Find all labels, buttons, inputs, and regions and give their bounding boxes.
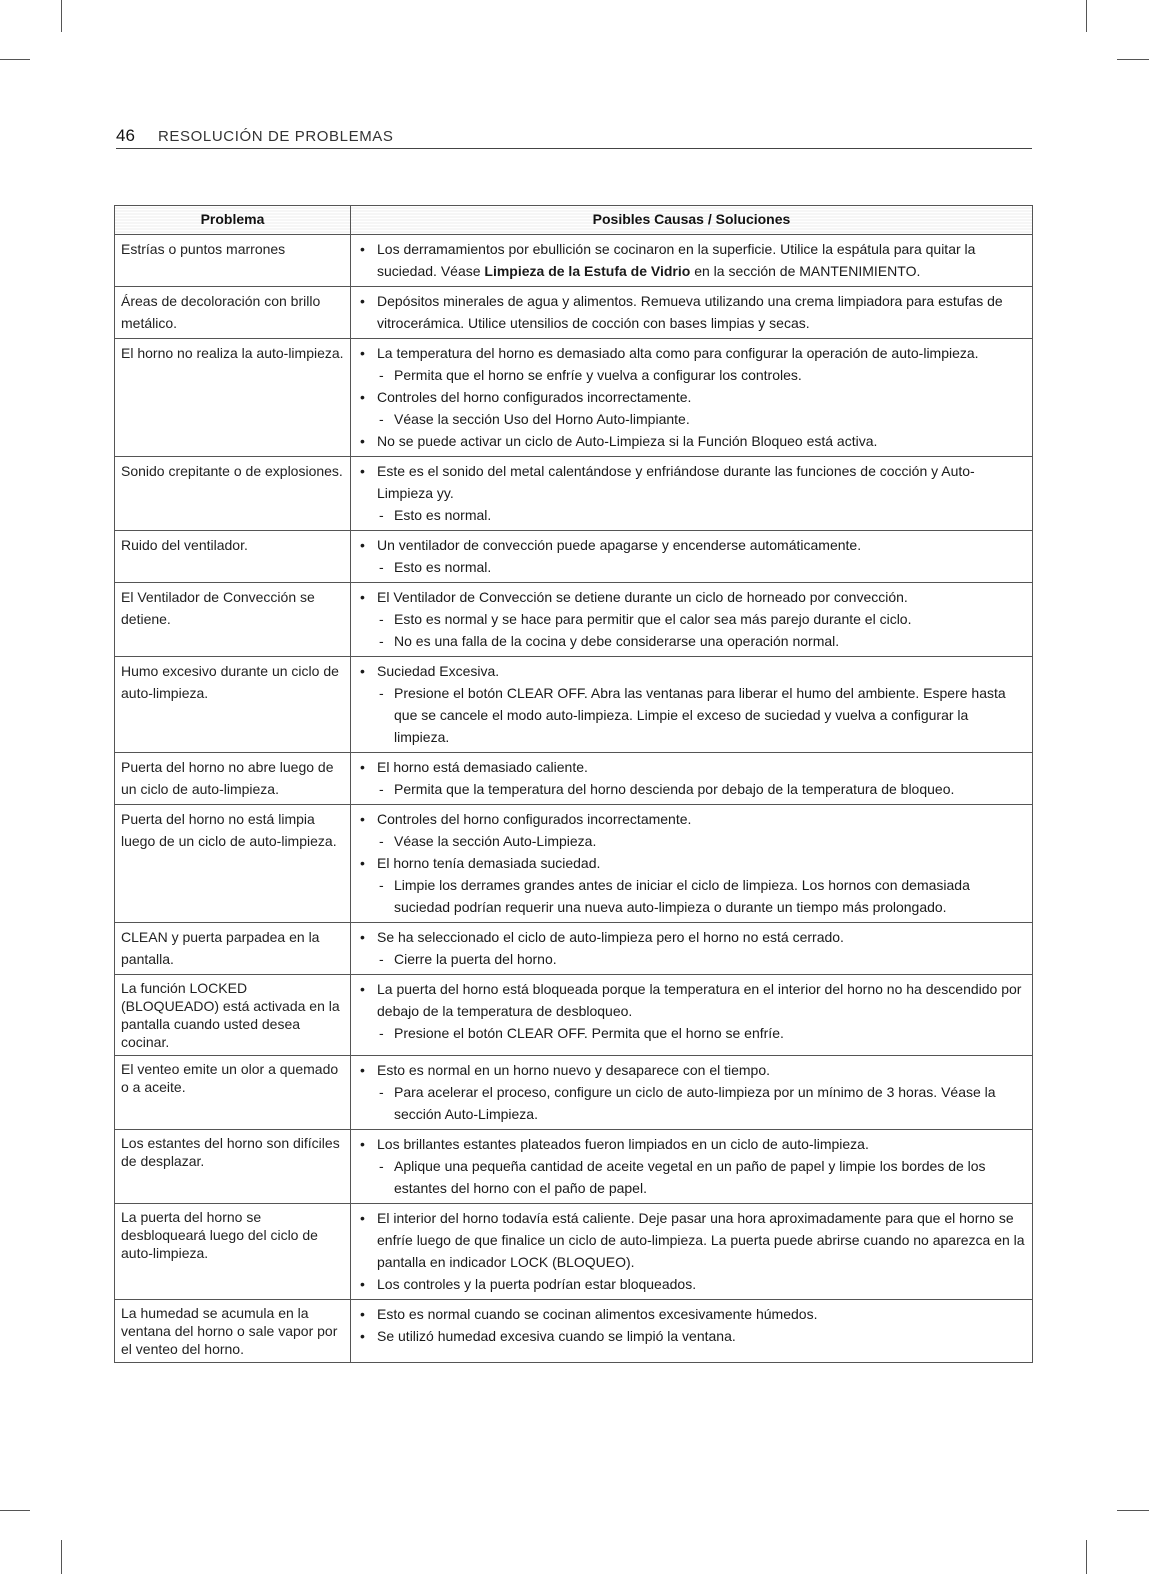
table-row [115, 1056, 1033, 1130]
solution-sub-item: - Permita que el horno se enfríe y vuelva a configurar los controles. [357, 364, 1026, 386]
solution-sub-item: - Véase la sección Auto-Limpieza. [357, 830, 1026, 852]
solution-bullet-item: • Depósitos minerales de agua y alimentos. Remueva utilizando una crema limpiadora para estufas de vitrocerámica. Utilice utensilios de cocción con bases limpias y secas. [357, 290, 1026, 334]
problem-cell: La humedad se acumula en la ventana del horno o sale vapor por el venteo del horno. [115, 1300, 351, 1363]
problem-cell: La función LOCKED (BLOQUEADO) está activada en la pantalla cuando usted desea cocinar. [115, 975, 351, 1056]
solutions-cell [351, 583, 1033, 657]
solution-bullet-item: • Suciedad Excesiva. [357, 660, 1026, 682]
table-row [115, 923, 1033, 975]
solutions-cell [351, 975, 1033, 1056]
solutions-cell [351, 1204, 1033, 1300]
problem-cell: Áreas de decoloración con brillo metálico. [115, 287, 351, 339]
solutions-list [357, 534, 1026, 578]
problem-cell: Humo excesivo durante un ciclo de auto-limpieza. [115, 657, 351, 753]
solutions-list [357, 238, 1026, 282]
table-row [115, 657, 1033, 753]
solutions-list [357, 1207, 1026, 1295]
solutions-cell [351, 923, 1033, 975]
solution-bullet-item: • Controles del horno configurados incorrectamente. [357, 386, 1026, 408]
solution-bullet-item: • Se utilizó humedad excesiva cuando se limpió la ventana. [357, 1325, 1026, 1347]
solutions-list [357, 756, 1026, 800]
solutions-list [357, 660, 1026, 748]
solutions-cell [351, 1056, 1033, 1130]
page-header [116, 126, 1032, 149]
crop-mark-top-right-h [1117, 59, 1149, 60]
table-row [115, 753, 1033, 805]
crop-mark-top-right [1086, 0, 1087, 32]
crop-mark-top-left-h [0, 59, 30, 60]
problem-cell: Puerta del horno no está limpia luego de un ciclo de auto-limpieza. [115, 805, 351, 923]
solution-text: Los derramamientos por ebullición se cocinaron en la superficie. Utilice la espátula para quitar la suciedad. Véase [377, 241, 976, 279]
solutions-cell [351, 457, 1033, 531]
solution-bullet-item: • Controles del horno configurados incorrectamente. [357, 808, 1026, 830]
crop-mark-bottom-left-h [0, 1510, 30, 1511]
problem-cell: CLEAN y puerta parpadea en la pantalla. [115, 923, 351, 975]
solutions-cell [351, 657, 1033, 753]
solutions-list [357, 460, 1026, 526]
solutions-cell [351, 805, 1033, 923]
solutions-list [357, 342, 1026, 452]
problem-cell: Puerta del horno no abre luego de un ciclo de auto-limpieza. [115, 753, 351, 805]
table-row [115, 583, 1033, 657]
table-row [115, 1204, 1033, 1300]
solution-bullet-item: • El interior del horno todavía está caliente. Deje pasar una hora aproximadamente para que el horno se enfríe luego de que finalice un ciclo de auto-limpieza. La puerta puede abrirse cuando no aparezca en la pantalla en indicador LOCK (BLOQUEO). [357, 1207, 1026, 1273]
table-row [115, 457, 1033, 531]
problem-cell: El venteo emite un olor a quemado o a aceite. [115, 1056, 351, 1130]
table-row [115, 805, 1033, 923]
solutions-cell [351, 339, 1033, 457]
solutions-list [357, 808, 1026, 918]
problem-cell: Los estantes del horno son difíciles de desplazar. [115, 1130, 351, 1204]
solution-sub-item: - No es una falla de la cocina y debe considerarse una operación normal. [357, 630, 1026, 652]
solution-bullet-item [357, 238, 1026, 282]
solutions-cell [351, 753, 1033, 805]
column-header-solutions: Posibles Causas / Soluciones [351, 206, 1033, 235]
solutions-list [357, 586, 1026, 652]
problem-cell: Sonido crepitante o de explosiones. [115, 457, 351, 531]
solutions-list [357, 1059, 1026, 1125]
table-row [115, 235, 1033, 287]
solution-sub-item: - Permita que la temperatura del horno descienda por debajo de la temperatura de bloqueo. [357, 778, 1026, 800]
problem-cell: Estrías o puntos marrones [115, 235, 351, 287]
solution-sub-item: - Para acelerar el proceso, configure un ciclo de auto-limpieza por un mínimo de 3 horas. Véase la sección Auto-Limpieza. [357, 1081, 1026, 1125]
solutions-list [357, 290, 1026, 334]
solution-bullet-item: • Los brillantes estantes plateados fueron limpiados en un ciclo de auto-limpieza. [357, 1133, 1026, 1155]
crop-mark-bottom-left [61, 1540, 62, 1574]
table-header-row [115, 206, 1033, 235]
solution-sub-item: - Presione el botón CLEAR OFF. Abra las ventanas para liberar el humo del ambiente. Espere hasta que se cancele el modo auto-limpieza. Limpie el exceso de suciedad y vuelva a configurar la limpieza. [357, 682, 1026, 748]
solutions-list [357, 978, 1026, 1044]
table-row [115, 1130, 1033, 1204]
solution-bullet-item: • Esto es normal en un horno nuevo y desaparece con el tiempo. [357, 1059, 1026, 1081]
crop-mark-top-left [61, 0, 62, 32]
solutions-cell [351, 1130, 1033, 1204]
solution-sub-item: - Presione el botón CLEAR OFF. Permita que el horno se enfríe. [357, 1022, 1026, 1044]
page-number: 46 [116, 126, 135, 145]
solution-sub-item: - Esto es normal. [357, 556, 1026, 578]
solution-bullet-item: • Los controles y la puerta podrían estar bloqueados. [357, 1273, 1026, 1295]
solution-sub-item: - Esto es normal y se hace para permitir que el calor sea más parejo durante el ciclo. [357, 608, 1026, 630]
crop-mark-bottom-right [1086, 1540, 1087, 1574]
problem-cell: El Ventilador de Convección se detiene. [115, 583, 351, 657]
solution-bullet-item: • No se puede activar un ciclo de Auto-Limpieza si la Función Bloqueo está activa. [357, 430, 1026, 452]
column-header-problem: Problema [115, 206, 351, 235]
solution-sub-item: - Cierre la puerta del horno. [357, 948, 1026, 970]
solution-sub-item: - Véase la sección Uso del Horno Auto-limpiante. [357, 408, 1026, 430]
solution-bullet-item: • El horno tenía demasiada suciedad. [357, 852, 1026, 874]
solutions-cell [351, 531, 1033, 583]
solutions-cell [351, 287, 1033, 339]
solution-bullet-item: • Un ventilador de convección puede apagarse y encenderse automáticamente. [357, 534, 1026, 556]
solutions-list [357, 926, 1026, 970]
problem-cell: El horno no realiza la auto-limpieza. [115, 339, 351, 457]
section-title: RESOLUCIÓN DE PROBLEMAS [158, 128, 394, 145]
table-row [115, 287, 1033, 339]
crop-mark-bottom-right-h [1117, 1510, 1149, 1511]
table-row [115, 339, 1033, 457]
solution-sub-item: - Esto es normal. [357, 504, 1026, 526]
problem-cell: Ruido del ventilador. [115, 531, 351, 583]
solution-bullet-item: • La puerta del horno está bloqueada porque la temperatura en el interior del horno no ha descendido por debajo de la temperatura de desbloqueo. [357, 978, 1026, 1022]
solution-bullet-item: • La temperatura del horno es demasiado alta como para configurar la operación de auto-limpieza. [357, 342, 1026, 364]
solutions-cell [351, 1300, 1033, 1363]
solution-bullet-item: • Se ha seleccionado el ciclo de auto-limpieza pero el horno no está cerrado. [357, 926, 1026, 948]
solution-bullet-item: • El Ventilador de Convección se detiene durante un ciclo de horneado por convección. [357, 586, 1026, 608]
solutions-list [357, 1133, 1026, 1199]
troubleshooting-table [114, 205, 1033, 1363]
solution-bullet-item: • Esto es normal cuando se cocinan alimentos excesivamente húmedos. [357, 1303, 1026, 1325]
table-body [115, 235, 1033, 1363]
solutions-list [357, 1303, 1026, 1347]
solution-sub-item: - Aplique una pequeña cantidad de aceite vegetal en un paño de papel y limpie los bordes de los estantes del horno con el paño de papel. [357, 1155, 1026, 1199]
solution-sub-item: - Limpie los derrames grandes antes de iniciar el ciclo de limpieza. Los hornos con demasiada suciedad podrían requerir una nueva auto-limpieza o durante un tiempo más prolongado. [357, 874, 1026, 918]
solution-text-after: en la sección de MANTENIMIENTO. [690, 263, 921, 279]
solution-bullet-item: • Este es el sonido del metal calentándose y enfriándose durante las funciones de cocción y Auto-Limpieza yy. [357, 460, 1026, 504]
solution-bullet-item: • El horno está demasiado caliente. [357, 756, 1026, 778]
table-row [115, 531, 1033, 583]
solutions-cell [351, 235, 1033, 287]
table-row [115, 975, 1033, 1056]
problem-cell: La puerta del horno se desbloqueará luego del ciclo de auto-limpieza. [115, 1204, 351, 1300]
table-row [115, 1300, 1033, 1363]
solution-bold-reference: Limpieza de la Estufa de Vidrio [484, 263, 691, 279]
